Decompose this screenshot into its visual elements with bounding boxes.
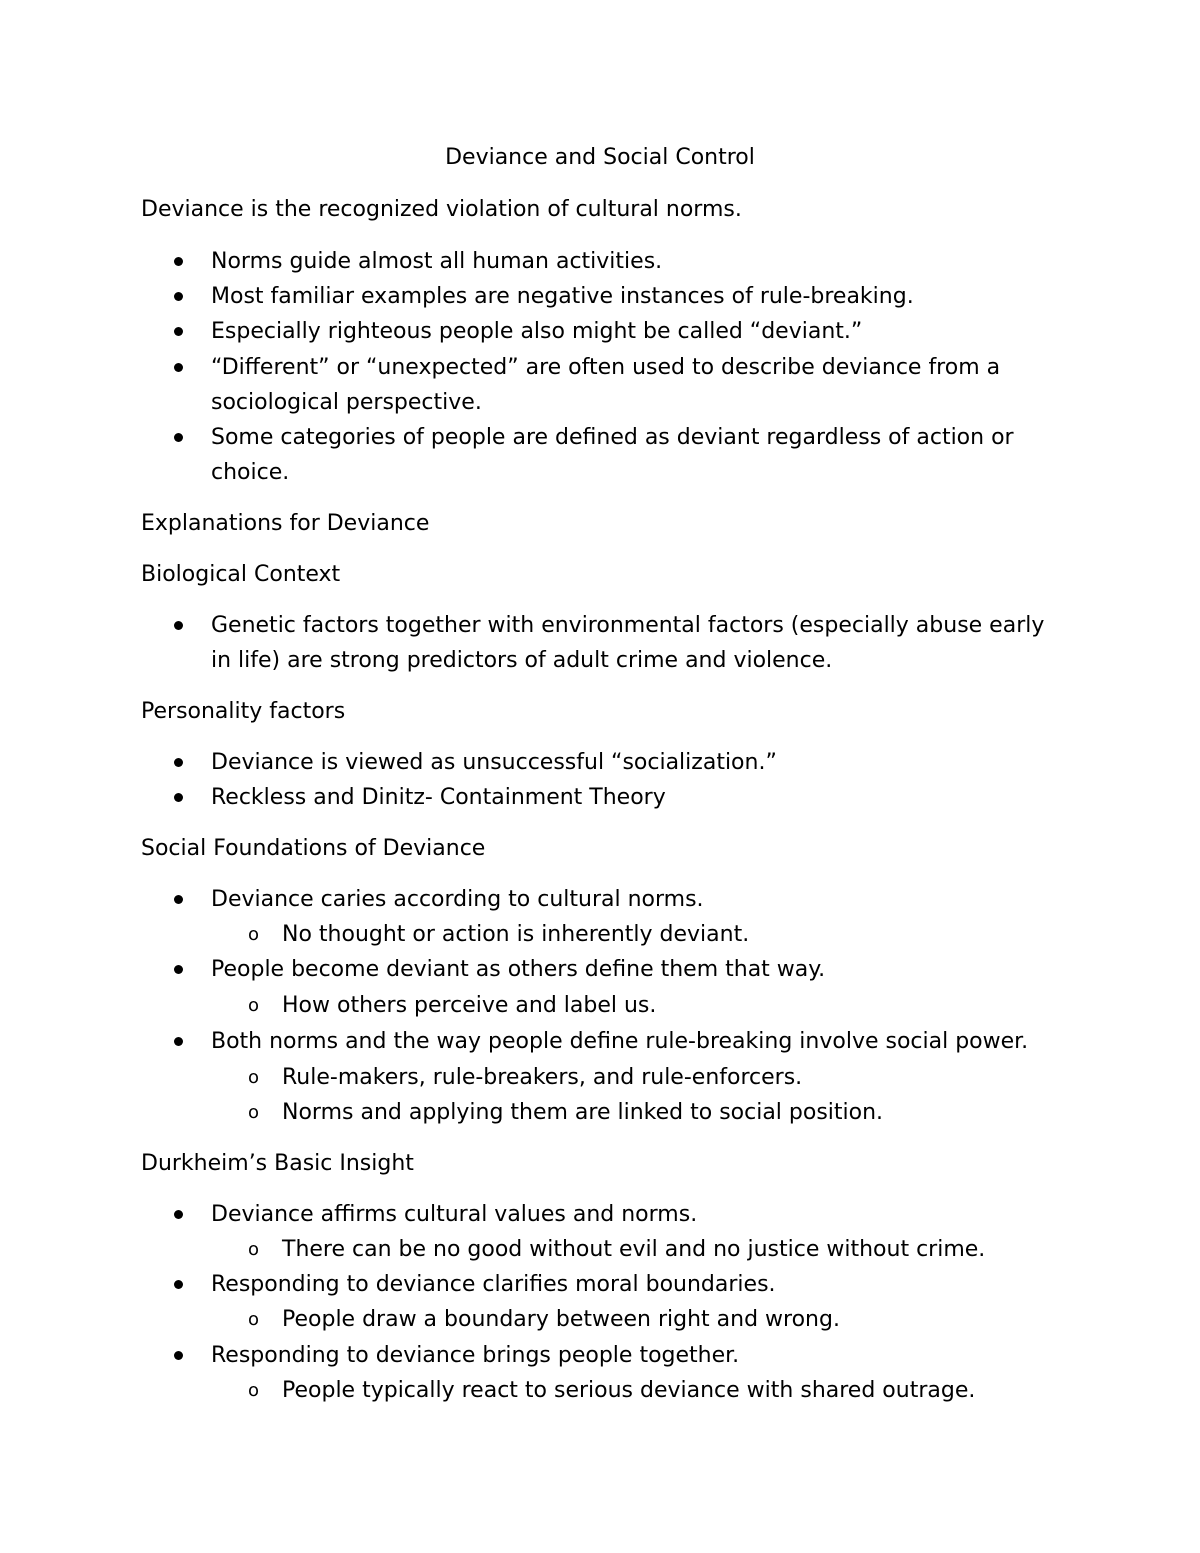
sub-list-item-text: Norms and applying them are linked to social position. (282, 1100, 884, 1125)
hollow-bullet-icon: o (248, 1102, 260, 1123)
section-heading-personality: Personality factors (141, 699, 346, 724)
list-item-text: Deviance affirms cultural values and norms. (211, 1202, 698, 1227)
sub-list-item-text: People typically react to serious deviance with shared outrage. (282, 1378, 976, 1403)
list-item-text: Responding to deviance brings people together. (211, 1343, 740, 1368)
section-heading-explanations: Explanations for Deviance (141, 511, 430, 536)
list-item-continuation: in life) are strong predictors of adult crime and violence. (211, 648, 833, 673)
list-item-text: Most familiar examples are negative instances of rule-breaking. (211, 284, 914, 309)
list-item-text: Especially righteous people also might be called “deviant.” (211, 319, 863, 344)
section-heading-durkheim: Durkheim’s Basic Insight (141, 1151, 414, 1176)
bullet-icon (174, 793, 183, 802)
bullet-icon (174, 895, 183, 904)
hollow-bullet-icon: o (248, 1067, 260, 1088)
sub-list-item-text: There can be no good without evil and no justice without crime. (282, 1237, 986, 1262)
bullet-icon (174, 621, 183, 630)
section-heading-social: Social Foundations of Deviance (141, 836, 486, 861)
sub-list-item-text: No thought or action is inherently deviant. (282, 922, 750, 947)
bullet-icon (174, 363, 183, 372)
hollow-bullet-icon: o (248, 1239, 260, 1260)
list-item-text: Deviance caries according to cultural norms. (211, 887, 704, 912)
document-title: Deviance and Social Control (445, 145, 755, 170)
bullet-icon (174, 433, 183, 442)
bullet-icon (174, 292, 183, 301)
list-item-text: Deviance is viewed as unsuccessful “socialization.” (211, 750, 777, 775)
list-item-text: “Different” or “unexpected” are often used to describe deviance from a (211, 355, 1001, 380)
list-item-continuation: choice. (211, 460, 290, 485)
list-item-text: Norms guide almost all human activities. (211, 249, 663, 274)
hollow-bullet-icon: o (248, 1380, 260, 1401)
bullet-icon (174, 1280, 183, 1289)
sub-list-item-text: Rule-makers, rule-breakers, and rule-enforcers. (282, 1065, 803, 1090)
hollow-bullet-icon: o (248, 924, 260, 945)
bullet-icon (174, 965, 183, 974)
list-item-text: Responding to deviance clarifies moral boundaries. (211, 1272, 776, 1297)
list-item-continuation: sociological perspective. (211, 390, 482, 415)
sub-list-item-text: People draw a boundary between right and wrong. (282, 1307, 840, 1332)
list-item-text: Both norms and the way people define rule-breaking involve social power. (211, 1029, 1029, 1054)
bullet-icon (174, 257, 183, 266)
bullet-icon (174, 1037, 183, 1046)
intro-paragraph: Deviance is the recognized violation of cultural norms. (141, 197, 742, 222)
list-item-text: Some categories of people are defined as deviant regardless of action or (211, 425, 1014, 450)
hollow-bullet-icon: o (248, 1309, 260, 1330)
hollow-bullet-icon: o (248, 995, 260, 1016)
section-heading-biological: Biological Context (141, 562, 341, 587)
list-item-text: People become deviant as others define them that way. (211, 957, 826, 982)
bullet-icon (174, 327, 183, 336)
sub-list-item-text: How others perceive and label us. (282, 993, 657, 1018)
bullet-icon (174, 1210, 183, 1219)
list-item-text: Genetic factors together with environmental factors (especially abuse early (211, 613, 1045, 638)
bullet-icon (174, 1351, 183, 1360)
list-item-text: Reckless and Dinitz- Containment Theory (211, 785, 666, 810)
bullet-icon (174, 758, 183, 767)
